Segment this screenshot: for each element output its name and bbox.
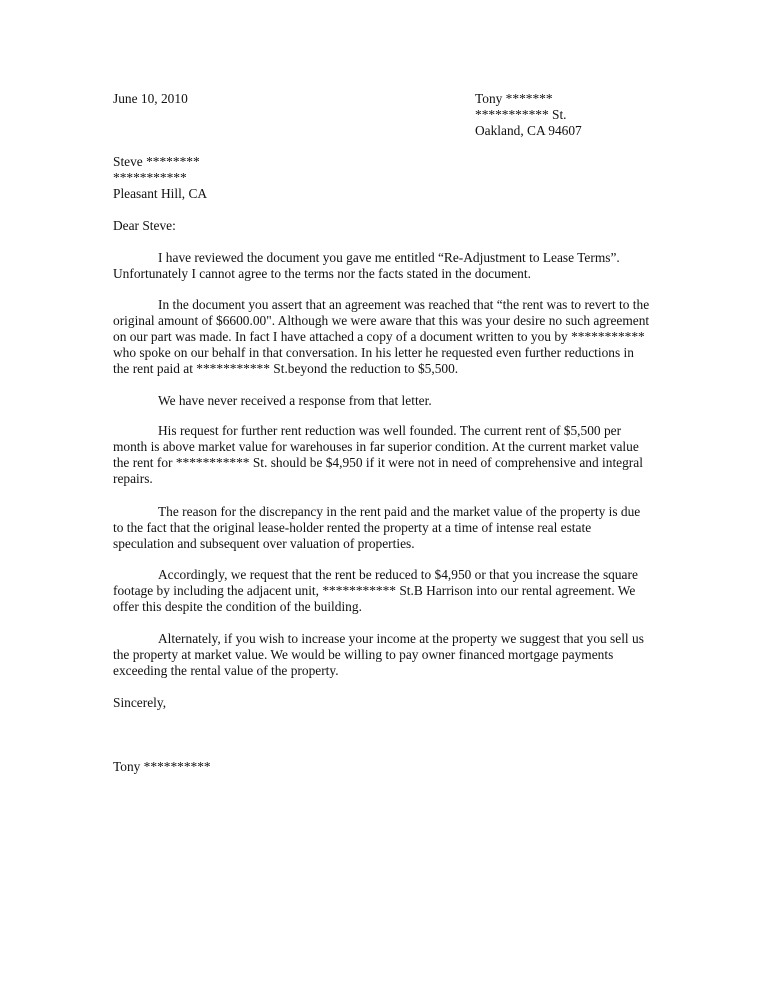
recipient-name: Steve ******** (113, 154, 200, 169)
paragraph-text: In the document you assert that an agreement was reached that “the rent was to revert to the original amount of $6600.00". Although we were aware that this was your desire no such agreement on our part was made. In fact I have attached a copy of a document written to you by *********** who spoke on our behalf in that conversation. In his letter he requested even further reductions in the rent paid at *********** St.beyond the reduction to $5,500. (113, 297, 650, 376)
body-paragraph-5 (113, 504, 653, 552)
paragraph-text: His request for further rent reduction was well founded. The current rent of $5,500 per month is above market value for warehouses in far superior condition. At the current market value the rent for *********** St. should be $4,950 if it were not in need of comprehensive and integral repairs. (113, 423, 643, 486)
closing: Sincerely, (113, 695, 167, 710)
paragraph-text: I have reviewed the document you gave me entitled “Re-Adjustment to Lease Terms”. Unfortunately I cannot agree to the terms nor the facts stated in the document. (113, 250, 620, 281)
salutation: Dear Steve: (113, 218, 176, 233)
body-paragraph-4 (113, 423, 653, 487)
body-paragraph-7 (113, 631, 653, 679)
recipient-street: *********** (113, 170, 187, 185)
sender-name: Tony ******* (475, 91, 553, 106)
paragraph-text: Alternately, if you wish to increase your income at the property we suggest that you sell us the property at market value. We would be willing to pay owner financed mortgage payments exceeding the rental value of the property. (113, 631, 644, 678)
paragraph-text: We have never received a response from that letter. (158, 393, 432, 408)
signature-name: Tony ********** (113, 759, 211, 774)
body-paragraph-2 (113, 297, 653, 377)
body-paragraph-6 (113, 567, 653, 615)
letter-date: June 10, 2010 (113, 91, 188, 106)
recipient-city: Pleasant Hill, CA (113, 186, 208, 201)
body-paragraph-3 (113, 393, 653, 409)
body-paragraph-1 (113, 250, 653, 282)
sender-city: Oakland, CA 94607 (475, 123, 582, 138)
paragraph-text: Accordingly, we request that the rent be reduced to $4,950 or that you increase the square footage by including the adjacent unit, *********** St.B Harrison into our rental agreement. We offer this despite the condition of the building. (113, 567, 638, 614)
sender-street: *********** St. (475, 107, 567, 122)
paragraph-text: The reason for the discrepancy in the rent paid and the market value of the property is due to the fact that the original lease-holder rented the property at a time of intense real estate speculation and subsequent over valuation of properties. (113, 504, 641, 551)
